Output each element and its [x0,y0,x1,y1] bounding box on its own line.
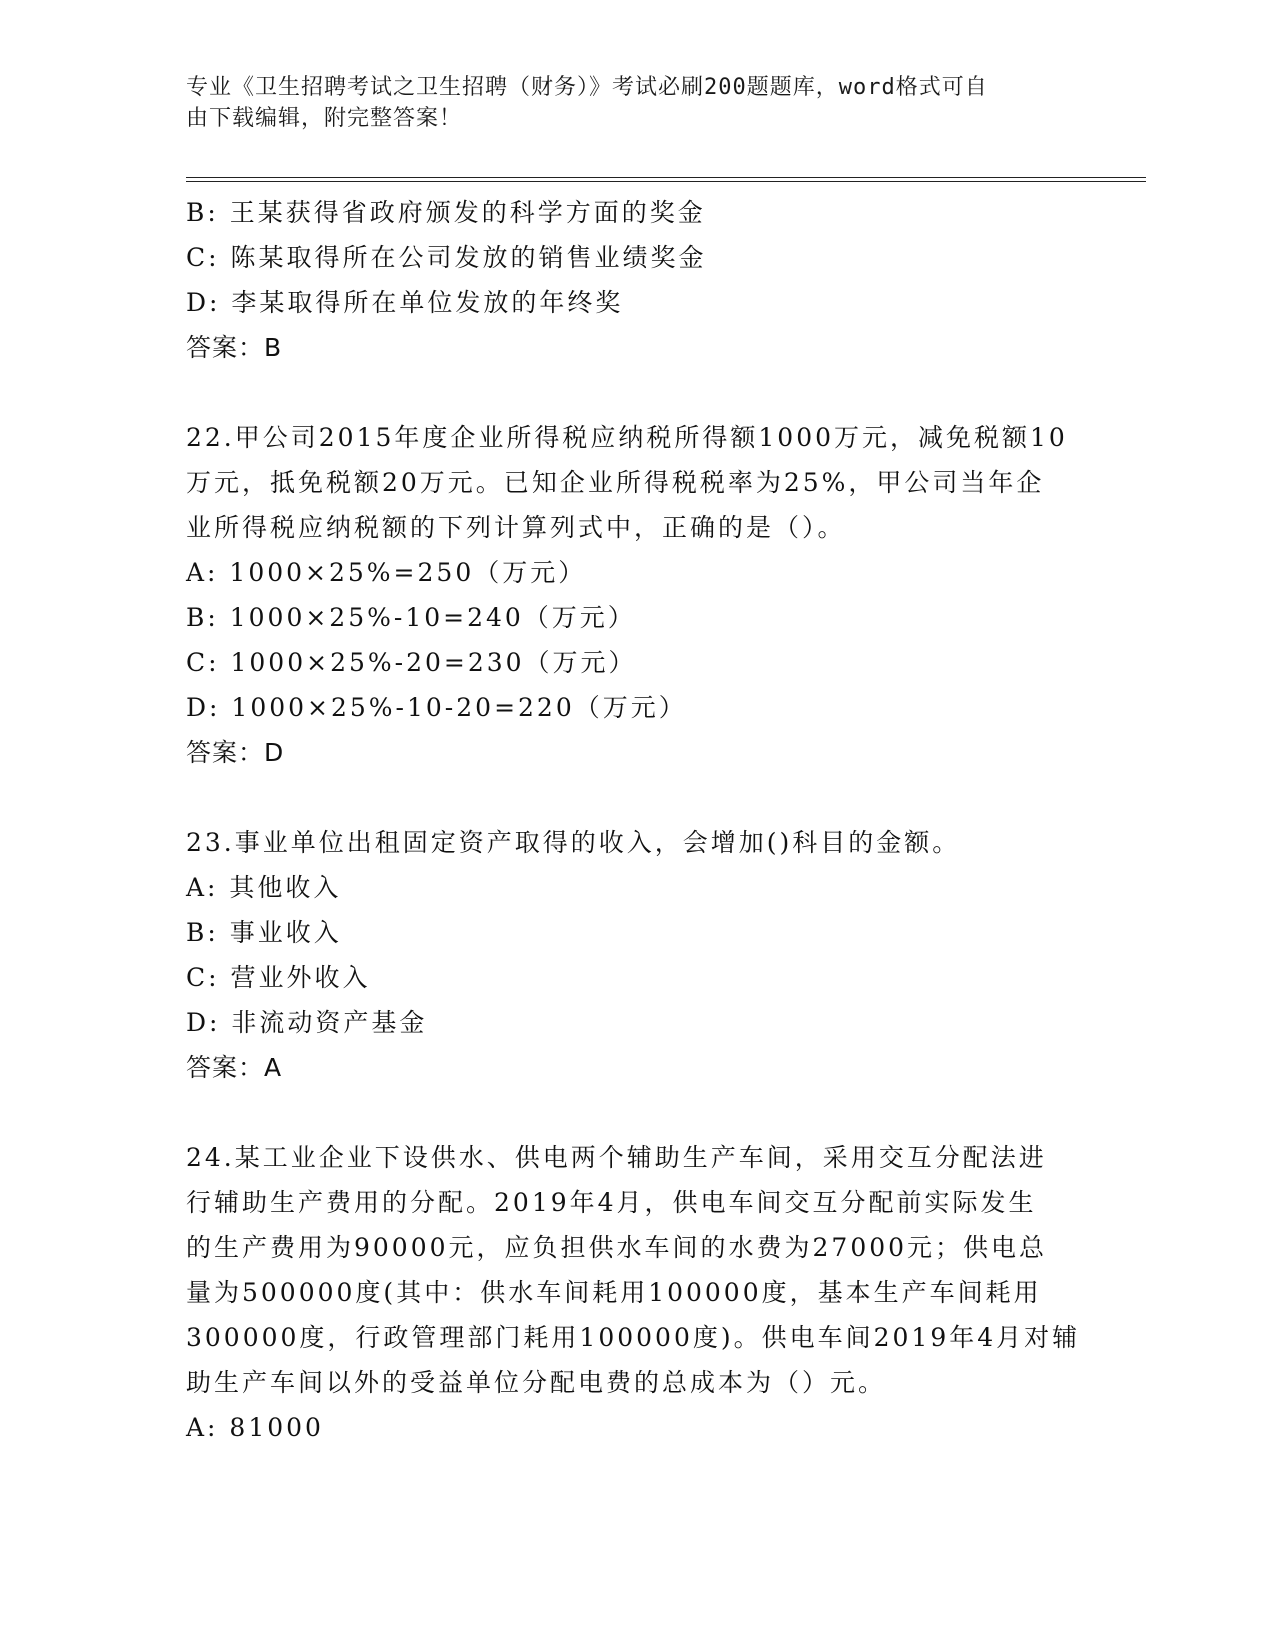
question-stem-line: 业所得税应纳税额的下列计算列式中，正确的是（）。 [186,513,846,542]
option-d: D: 非流动资产基金 [186,1008,428,1037]
question-stem-line: 300000度，行政管理部门耗用100000度)。供电车间2019年4月对辅 [186,1323,1081,1352]
answer-line: 答案：B [186,333,283,362]
option-a: A: 81000 [186,1413,324,1442]
question-stem-line: 的生产费用为90000元，应负担供水车间的水费为27000元；供电总 [186,1233,1048,1262]
option-d: D: 1000×25%-10-20=220（万元） [186,693,687,722]
spacer [186,775,1086,820]
option-b: B: 1000×25%-10=240（万元） [186,603,636,632]
spacer [186,1090,1086,1135]
question-23 [186,820,1086,1090]
header-divider-top [186,177,1146,178]
question-stem-line: 量为500000度(其中：供水车间耗用100000度，基本生产车间耗用 [186,1278,1042,1307]
question-stem-line: 24.某工业企业下设供水、供电两个辅助生产车间，采用交互分配法进 [186,1143,1047,1172]
document-header [186,72,1066,134]
option-c: C: 陈某取得所在公司发放的销售业绩奖金 [186,243,707,272]
question-stem-line: 助生产车间以外的受益单位分配电费的总成本为（）元。 [186,1368,887,1397]
header-divider-bottom [186,181,1146,182]
spacer [186,370,1086,415]
question-21 [186,190,1086,370]
question-22 [186,415,1086,775]
option-c: C: 1000×25%-20=230（万元） [186,648,637,677]
option-a: A: 其他收入 [186,873,342,902]
option-d: D: 李某取得所在单位发放的年终奖 [186,288,624,317]
question-stem-line: 22.甲公司2015年度企业所得税应纳税所得额1000万元，减免税额10 [186,423,1068,452]
answer-line: 答案：D [186,738,285,767]
header-line-2: 由下载编辑，附完整答案！ [186,106,463,131]
option-a: A: 1000×25%=250（万元） [186,558,587,587]
option-c: C: 营业外收入 [186,963,371,992]
question-stem-line: 行辅助生产费用的分配。2019年4月，供电车间交互分配前实际发生 [186,1188,1037,1217]
question-stem-line: 万元，抵免税额20万元。已知企业所得税税率为25%，甲公司当年企 [186,468,1045,497]
question-content [186,190,1086,1450]
answer-line: 答案：A [186,1053,283,1082]
question-stem-line: 23.事业单位出租固定资产取得的收入，会增加()科目的金额。 [186,828,961,857]
option-b: B: 事业收入 [186,918,342,947]
question-24 [186,1135,1086,1450]
option-b: B: 王某获得省政府颁发的科学方面的奖金 [186,198,706,227]
header-line-1: 专业《卫生招聘考试之卫生招聘（财务）》考试必刷200题题库，word格式可自 [186,75,988,100]
